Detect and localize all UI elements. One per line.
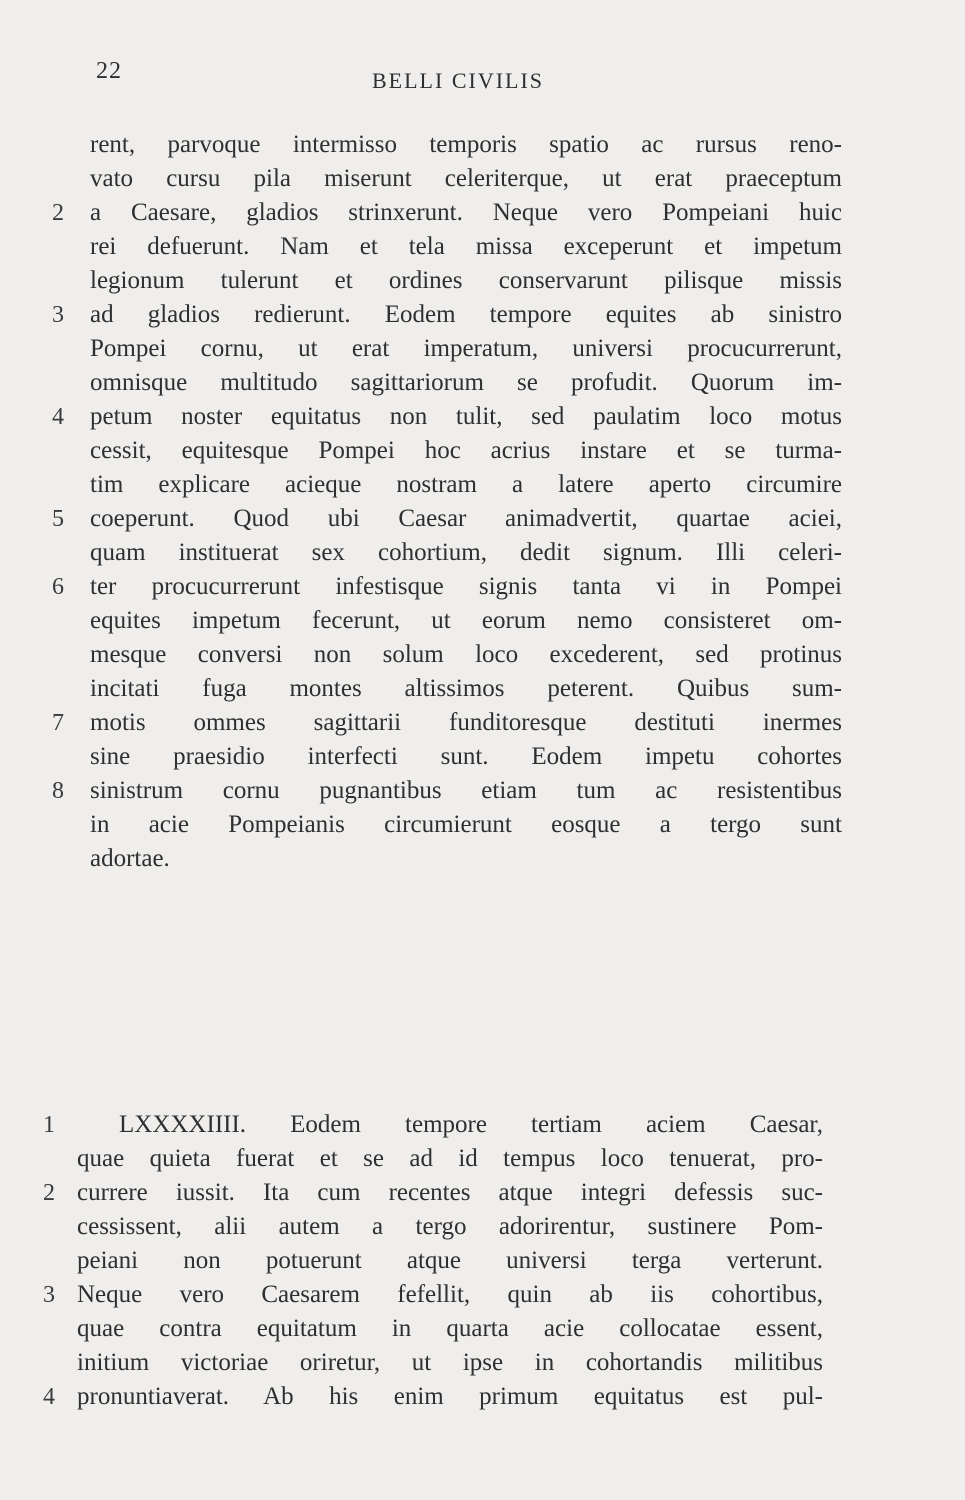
line-text: tim explicare acieque nostram a latere aperto circumire — [90, 471, 842, 498]
text-line — [43, 1278, 823, 1312]
text-line — [90, 434, 842, 468]
section-marker: 6 — [52, 574, 64, 600]
line-text: incitati fuga montes altissimos peterent. Quibus sum- — [90, 675, 842, 702]
text-line — [77, 1244, 823, 1278]
line-text: petum noster equitatus non tulit, sed paulatim loco motus — [90, 403, 842, 430]
line-text: rei defuerunt. Nam et tela missa exceperunt et impetum — [90, 233, 842, 260]
text-line — [77, 1312, 823, 1346]
text-line — [52, 774, 842, 808]
section-marker: 3 — [52, 302, 64, 328]
text-line — [43, 1176, 823, 1210]
text-line — [90, 162, 842, 196]
text-line — [77, 1346, 823, 1380]
line-text: omnisque multitudo sagittariorum se profudit. Quorum im- — [90, 369, 842, 396]
running-title: BELLI CIVILIS — [372, 68, 545, 93]
text-line — [90, 842, 842, 876]
text-line — [52, 196, 842, 230]
text-line — [90, 808, 842, 842]
section-marker: 4 — [52, 404, 64, 430]
line-text: mesque conversi non solum loco excederent, sed protinus — [90, 641, 842, 668]
line-text: rent, parvoque intermisso temporis spatio ac rursus reno- — [90, 131, 842, 158]
text-line — [90, 604, 842, 638]
section-marker: 4 — [43, 1384, 55, 1410]
text-line — [77, 1210, 823, 1244]
section-marker: 2 — [52, 200, 64, 226]
line-text: adortae. — [90, 845, 170, 872]
text-line — [90, 468, 842, 502]
text-line — [52, 400, 842, 434]
text-line — [52, 502, 842, 536]
text-line — [77, 1142, 823, 1176]
line-text: ad gladios redierunt. Eodem tempore equites ab sinistro — [90, 301, 842, 328]
section-marker: 5 — [52, 506, 64, 532]
section-marker: 1 — [43, 1112, 55, 1138]
line-text: equites impetum fecerunt, ut eorum nemo consisteret om- — [90, 607, 842, 634]
text-line — [52, 706, 842, 740]
text-line — [90, 128, 842, 162]
line-text: cessissent, alii autem a tergo adorirentur, sustinere Pom- — [77, 1213, 823, 1240]
chapter-93-continuation — [52, 128, 842, 876]
text-line — [90, 740, 842, 774]
line-text: initium victoriae oriretur, ut ipse in cohortandis militibus — [77, 1349, 823, 1376]
section-marker: 2 — [43, 1180, 55, 1206]
text-line — [90, 672, 842, 706]
line-text: LXXXXIIII. Eodem tempore tertiam aciem Caesar, — [119, 1111, 823, 1138]
line-text: a Caesare, gladios strinxerunt. Neque vero Pompeiani huic — [90, 199, 842, 226]
text-line — [90, 332, 842, 366]
text-line — [90, 230, 842, 264]
text-line — [90, 638, 842, 672]
line-text: pronuntiaverat. Ab his enim primum equitatus est pul- — [77, 1383, 823, 1410]
line-text: sinistrum cornu pugnantibus etiam tum ac resistentibus — [90, 777, 842, 804]
line-text: ter procucurrerunt infestisque signis tanta vi in Pompei — [90, 573, 842, 600]
chapter-94 — [43, 1108, 823, 1414]
line-text: quae contra equitatum in quarta acie collocatae essent, — [77, 1315, 823, 1342]
line-text: motis ommes sagittarii funditoresque destituti inermes — [90, 709, 842, 736]
line-text: coeperunt. Quod ubi Caesar animadvertit, quartae aciei, — [90, 505, 842, 532]
text-line — [90, 366, 842, 400]
line-text: currere iussit. Ita cum recentes atque integri defessis suc- — [77, 1179, 823, 1206]
line-text: peiani non potuerunt atque universi terga verterunt. — [77, 1247, 823, 1274]
line-text: Pompei cornu, ut erat imperatum, universi procucurrerunt, — [90, 335, 842, 362]
text-line — [90, 264, 842, 298]
page-number: 22 — [96, 58, 122, 84]
line-text: Neque vero Caesarem fefellit, quin ab iis cohortibus, — [77, 1281, 823, 1308]
text-line — [52, 298, 842, 332]
text-line — [90, 536, 842, 570]
text-line — [43, 1380, 823, 1414]
line-text: in acie Pompeianis circumierunt eosque a tergo sunt — [90, 811, 842, 838]
section-marker: 7 — [52, 710, 64, 736]
section-marker: 3 — [43, 1282, 55, 1308]
line-text: sine praesidio interfecti sunt. Eodem impetu cohortes — [90, 743, 842, 770]
line-text: vato cursu pila miserunt celeriterque, ut erat praeceptum — [90, 165, 842, 192]
line-text: legionum tulerunt et ordines conservarunt pilisque missis — [90, 267, 842, 294]
line-text: cessit, equitesque Pompei hoc acrius instare et se turma- — [90, 437, 842, 464]
section-marker: 8 — [52, 778, 64, 804]
chapter-heading-line — [43, 1108, 823, 1142]
line-text: quae quieta fuerat et se ad id tempus loco tenuerat, pro- — [77, 1145, 823, 1172]
line-text: quam instituerat sex cohortium, dedit signum. Illi celeri- — [90, 539, 842, 566]
text-line — [52, 570, 842, 604]
